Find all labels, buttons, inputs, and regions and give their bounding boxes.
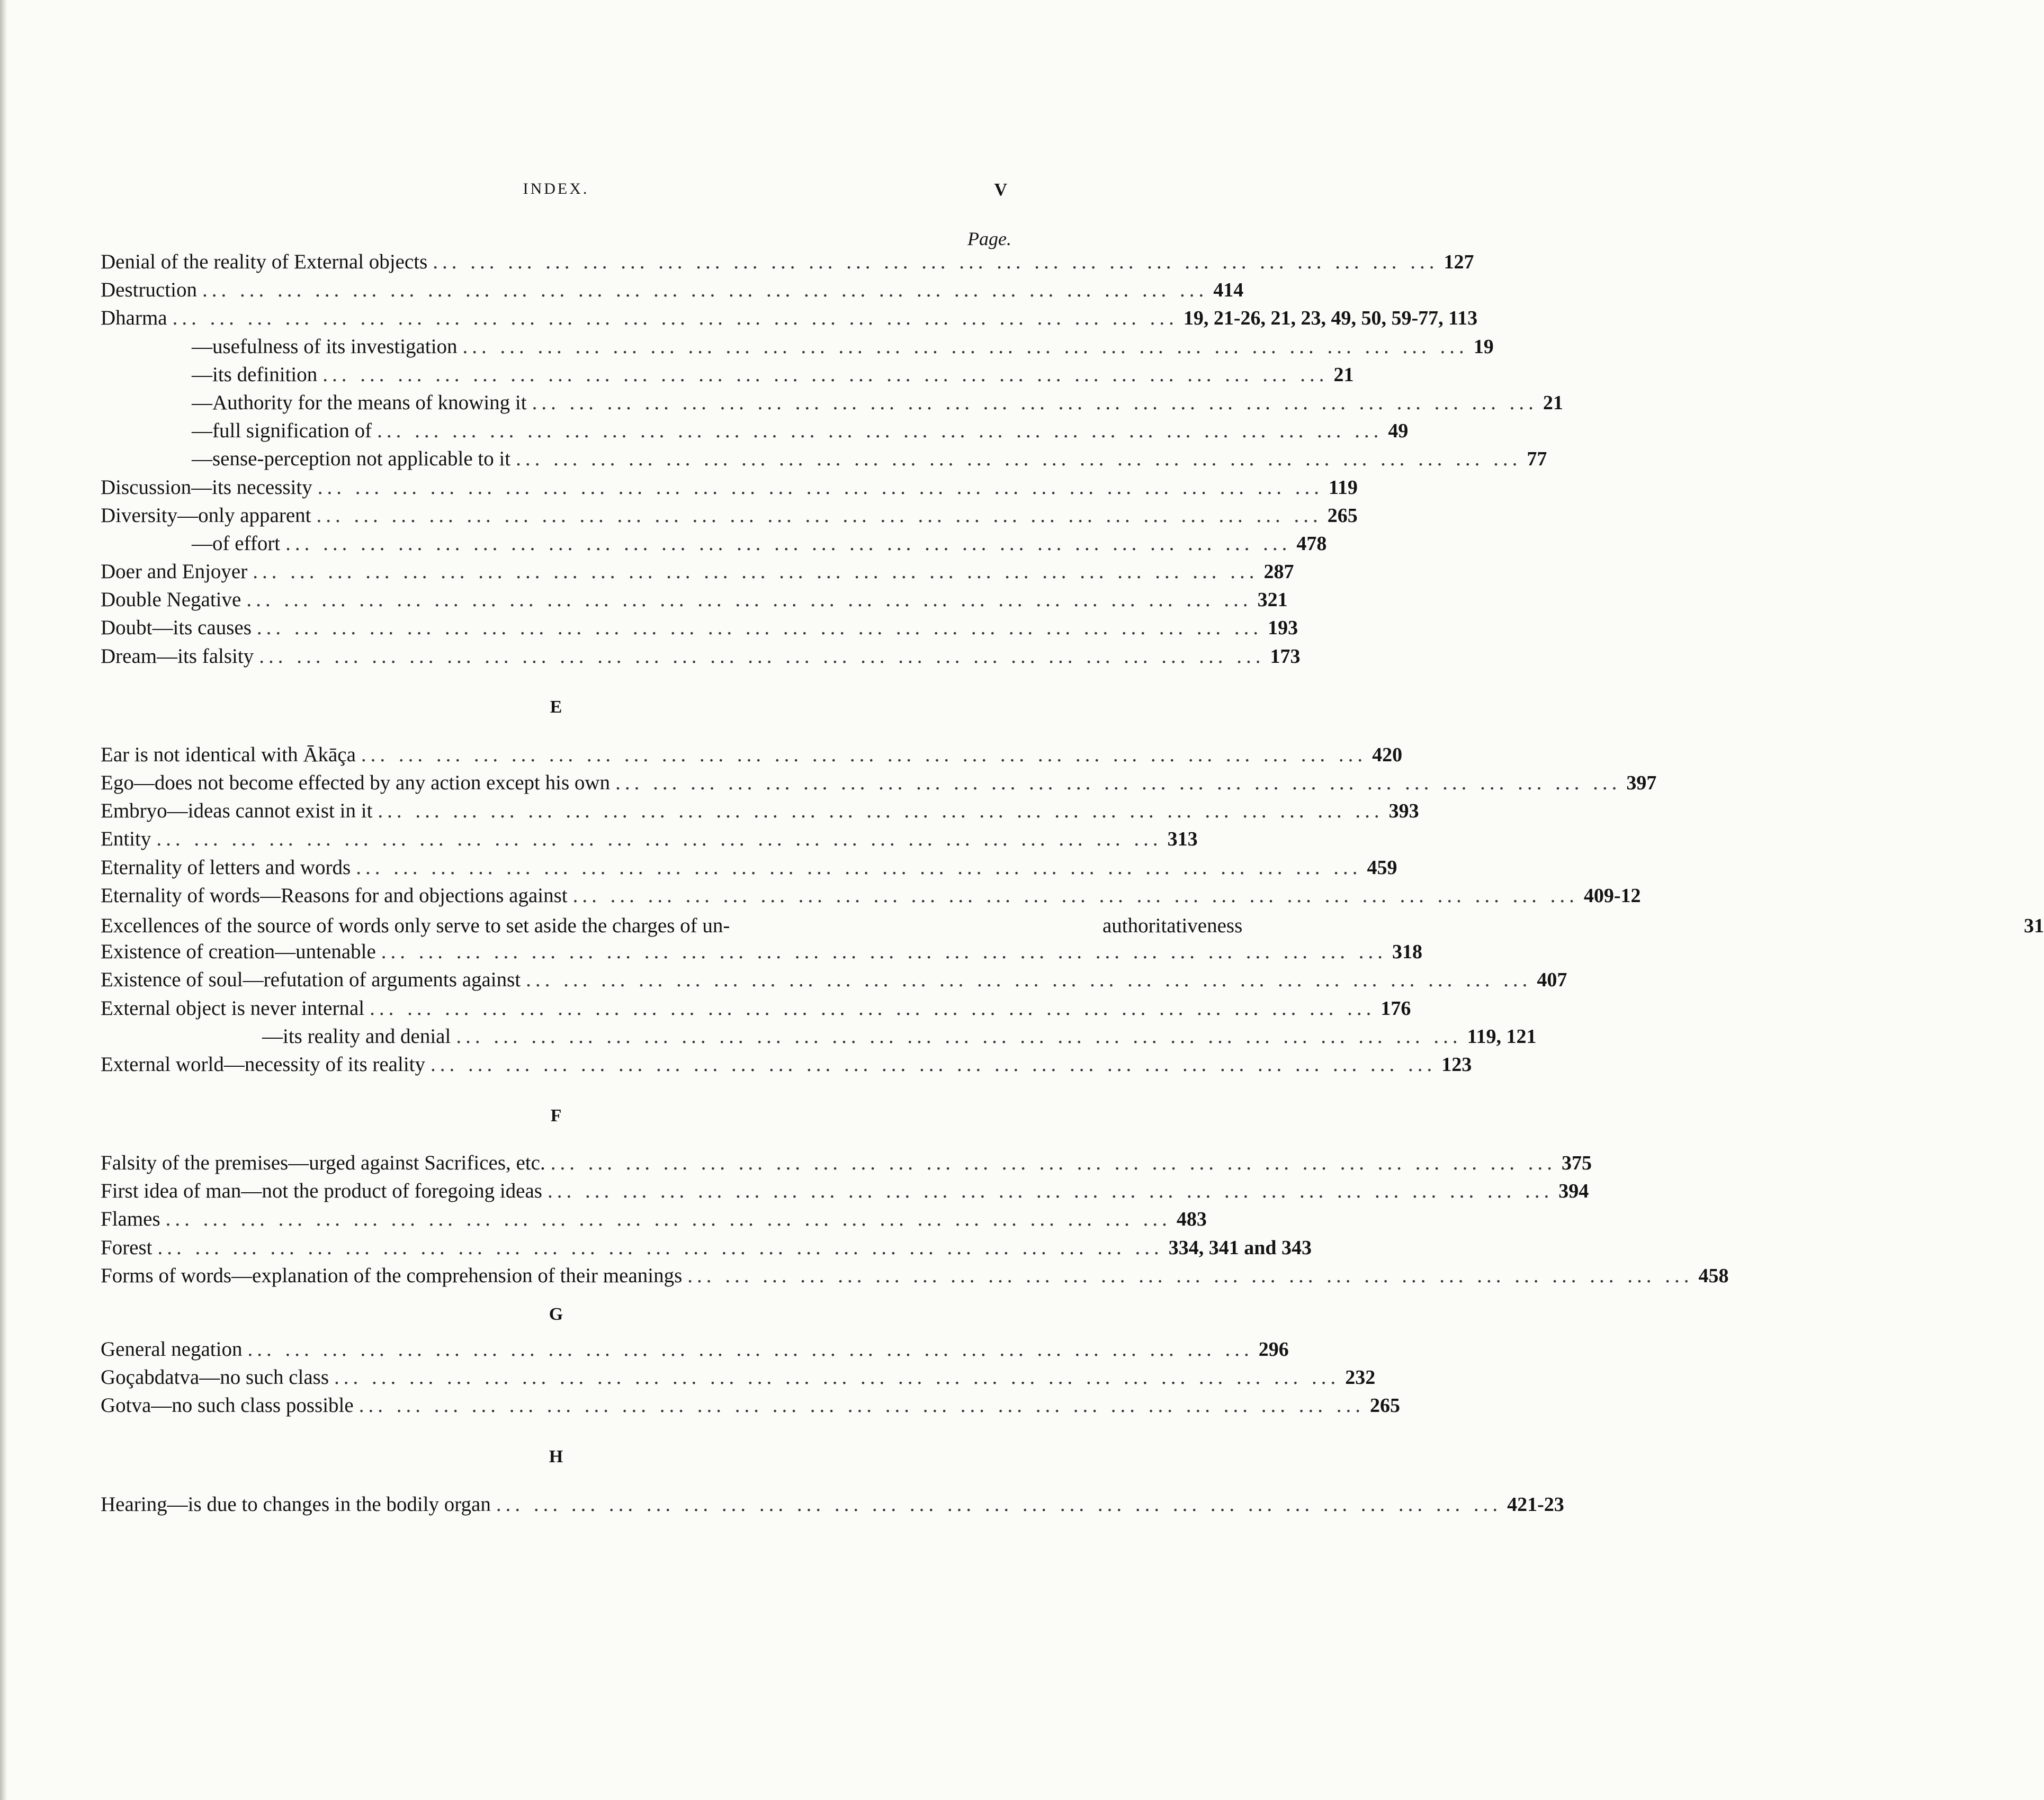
entry-text: Existence of creation—untenable: [101, 940, 376, 964]
entry-text: Flames: [101, 1208, 160, 1231]
index-entry: [101, 1151, 1592, 1179]
index-entry: [101, 532, 1327, 560]
entry-text: —its reality and denial: [262, 1024, 451, 1048]
entry-continuation: [1011, 912, 2044, 940]
index-entry: [101, 250, 1474, 278]
entry-page-ref: 265: [1369, 1394, 1400, 1417]
index-entry: [101, 447, 1547, 475]
page-column-label: Page.: [967, 228, 1011, 249]
dot-leader: [687, 1264, 1693, 1288]
entry-text: Goçabdatva—no such class: [101, 1366, 329, 1389]
index-entry: [101, 1337, 1289, 1365]
entry-page-ref: 458: [1698, 1264, 1729, 1287]
index-entry: [101, 1492, 1564, 1520]
entry-page-ref: 127: [1444, 251, 1474, 273]
dot-leader: [551, 1151, 1556, 1175]
entry-page-ref: 421-23: [1507, 1493, 1564, 1516]
index-entry: [101, 560, 1294, 588]
dot-leader: [318, 475, 1323, 499]
section-e: [101, 743, 2044, 1081]
entry-text: Dream—its falsity: [101, 644, 254, 668]
index-entry: [101, 419, 1409, 447]
index-entry: [101, 503, 1358, 532]
running-head: [101, 180, 1011, 212]
dot-leader: [573, 884, 1579, 907]
entry-page-ref: 397: [1626, 772, 1657, 794]
index-entry: [101, 1393, 1400, 1421]
entry-page-ref: 287: [1263, 561, 1294, 583]
entry-text: Eternality of letters and words: [101, 856, 351, 879]
entry-text: —of effort: [192, 532, 281, 555]
index-entry: [101, 363, 1354, 391]
entry-text: External object is never internal: [101, 996, 365, 1020]
entry-page-ref: 77: [1527, 448, 1547, 471]
entry-text: First idea of man—not the product of foregoing ideas: [101, 1180, 542, 1203]
page-number: V: [994, 180, 1007, 200]
entry-page-ref: 123: [1441, 1053, 1472, 1076]
dot-leader: [253, 560, 1258, 583]
dot-leader: [166, 1207, 1171, 1231]
index-entry: [101, 912, 2044, 940]
index-entry: [101, 771, 1657, 799]
index-entry: [101, 644, 1301, 672]
index-entry: [101, 827, 1198, 855]
page-binding-edge: [0, 0, 7, 1800]
index-entry: [101, 278, 1244, 306]
entry-page-ref: 49: [1388, 420, 1409, 443]
entry-text: —sense-perception not applicable to it: [192, 447, 511, 471]
entry-text: Doer and Enjoyer: [101, 560, 248, 583]
dot-leader: [615, 771, 1621, 795]
dot-leader: [370, 996, 1375, 1020]
dot-leader: [516, 447, 1521, 471]
entry-page-ref: 265: [1327, 504, 1358, 527]
dot-leader: [433, 250, 1438, 274]
dot-leader: [158, 1236, 1163, 1259]
entry-page-ref: 19: [1473, 335, 1494, 358]
dot-leader: [316, 503, 1322, 527]
entry-page-ref: 313: [1167, 828, 1198, 851]
entry-text: Existence of soul—refutation of arguments against: [101, 968, 521, 992]
running-title: INDEX.: [523, 180, 589, 197]
dot-leader: [532, 391, 1538, 415]
section-letter-g: G: [549, 1304, 563, 1325]
entry-text: —full signification of: [192, 419, 372, 443]
dot-leader: [381, 940, 1387, 964]
section-g: [101, 1337, 1400, 1422]
dot-leader: [156, 827, 1162, 851]
entry-page-ref: 321: [1257, 589, 1288, 611]
entry-text-continued: authoritativeness: [1102, 914, 1243, 937]
entry-text: Discussion—its necessity: [101, 475, 312, 499]
entry-text: Destruction: [101, 278, 197, 302]
entry-page-ref: 393: [1388, 800, 1419, 823]
entry-text: Dharma: [101, 307, 167, 330]
entry-page-ref: 193: [1268, 617, 1298, 640]
entry-text: Denial of the reality of External objects: [101, 250, 428, 273]
dot-leader: [377, 419, 1383, 443]
entry-page-ref: 375: [1561, 1152, 1592, 1175]
index-entry: [101, 968, 1567, 996]
entry-text: Entity: [101, 827, 151, 851]
index-entry: [101, 1207, 1207, 1235]
entry-text: —Authority for the means of knowing it: [192, 391, 527, 414]
entry-text: Embryo—ideas cannot exist in it: [101, 799, 373, 823]
entry-page-ref: 459: [1367, 856, 1397, 879]
index-entry: [101, 475, 1358, 503]
entry-page-ref: 318: [1392, 941, 1423, 964]
entry-text: Excellences of the source of words only serve to set aside the charges of un-: [101, 914, 730, 937]
entry-text: Diversity—only apparent: [101, 503, 311, 527]
index-entry: [101, 996, 1411, 1024]
dot-leader: [356, 856, 1361, 879]
dot-leader: [456, 1024, 1462, 1048]
dot-leader: [322, 363, 1328, 386]
entry-text: External world—necessity of its reality: [101, 1052, 425, 1076]
entry-text: Doubt—its causes: [101, 616, 252, 640]
index-entry: [101, 1365, 1376, 1393]
entry-page-ref: 173: [1270, 645, 1301, 668]
entry-text: Gotva—no such class possible: [101, 1394, 354, 1417]
section-letter-f: F: [550, 1105, 562, 1126]
entry-page-ref: 232: [1345, 1366, 1376, 1389]
entry-page-ref: 296: [1258, 1338, 1289, 1361]
index-body: [101, 250, 2044, 1520]
entry-page-ref: 334, 341 and 343: [1168, 1236, 1312, 1259]
dot-leader: [259, 644, 1265, 668]
index-entry: [101, 1236, 1312, 1264]
entry-text: Forest: [101, 1236, 153, 1259]
section-letter-h: H: [549, 1447, 563, 1467]
dot-leader: [463, 335, 1468, 358]
entry-page-ref: 414: [1213, 279, 1244, 302]
entry-text: Ear is not identical with Ākāça: [101, 743, 356, 766]
index-entry: [101, 856, 1397, 884]
entry-page-ref: 176: [1380, 997, 1411, 1020]
section-letter-e: E: [550, 697, 562, 717]
entry-text: Eternality of words—Reasons for and objections against: [101, 884, 568, 907]
dot-leader: [526, 968, 1531, 992]
entry-page-ref: 119: [1328, 476, 1358, 499]
dot-leader: [361, 743, 1367, 767]
section-h: [101, 1492, 1564, 1520]
entry-text: Hearing—is due to changes in the bodily organ: [101, 1492, 491, 1516]
index-entry: [101, 335, 1494, 363]
dot-leader: [548, 1179, 1553, 1203]
dot-leader: [257, 616, 1262, 640]
entry-text: Double Negative: [101, 588, 241, 611]
dot-leader: [359, 1393, 1365, 1417]
entry-page-ref: 407: [1537, 969, 1567, 992]
entry-text: Forms of words—explanation of the comprehension of their meanings: [101, 1264, 683, 1287]
index-entry: [101, 1024, 1537, 1052]
index-entry: [101, 884, 1641, 912]
entry-text: Falsity of the premises—urged against Sacrifices, etc.: [101, 1151, 545, 1175]
section-f: [101, 1151, 1729, 1292]
entry-page-ref: 409-12: [1583, 884, 1641, 907]
entry-page-ref: 21: [1543, 391, 1563, 414]
entry-text: —its definition: [192, 363, 318, 386]
entry-page-ref: 394: [1558, 1180, 1589, 1203]
index-entry: [101, 306, 1478, 334]
dot-leader: [431, 1052, 1436, 1076]
entry-page-ref: 21: [1333, 363, 1354, 386]
entry-page-ref: 19, 21-26, 21, 23, 49, 50, 59-77, 113: [1183, 307, 1478, 330]
index-entry: [101, 1052, 1472, 1081]
index-entry: [101, 799, 1419, 827]
entry-text: Ego—does not become effected by any action except his own: [101, 771, 611, 794]
entry-page-ref: 119, 121: [1467, 1025, 1537, 1048]
dot-leader: [173, 306, 1178, 330]
dot-leader: [285, 532, 1291, 555]
entry-text: —usefulness of its investigation: [192, 335, 458, 358]
entry-page-ref: 31: [2024, 914, 2044, 937]
entry-page-ref: 420: [1372, 743, 1403, 766]
dot-leader: [246, 588, 1252, 611]
dot-leader: [496, 1492, 1502, 1516]
dot-leader: [247, 1337, 1253, 1361]
dot-leader: [202, 278, 1208, 302]
index-entry: [101, 940, 1423, 968]
index-entry: [101, 1179, 1589, 1207]
index-entry: [101, 588, 1288, 616]
entry-page-ref: 483: [1176, 1208, 1207, 1231]
index-entry: [101, 743, 1403, 771]
dot-leader: [334, 1365, 1340, 1389]
entry-text: General negation: [101, 1338, 243, 1361]
section-d: [101, 250, 1563, 672]
dot-leader: [378, 799, 1383, 823]
index-entry: [101, 616, 1298, 644]
index-entry: [101, 391, 1563, 419]
entry-page-ref: 478: [1296, 532, 1327, 555]
index-entry: [101, 1264, 1729, 1292]
